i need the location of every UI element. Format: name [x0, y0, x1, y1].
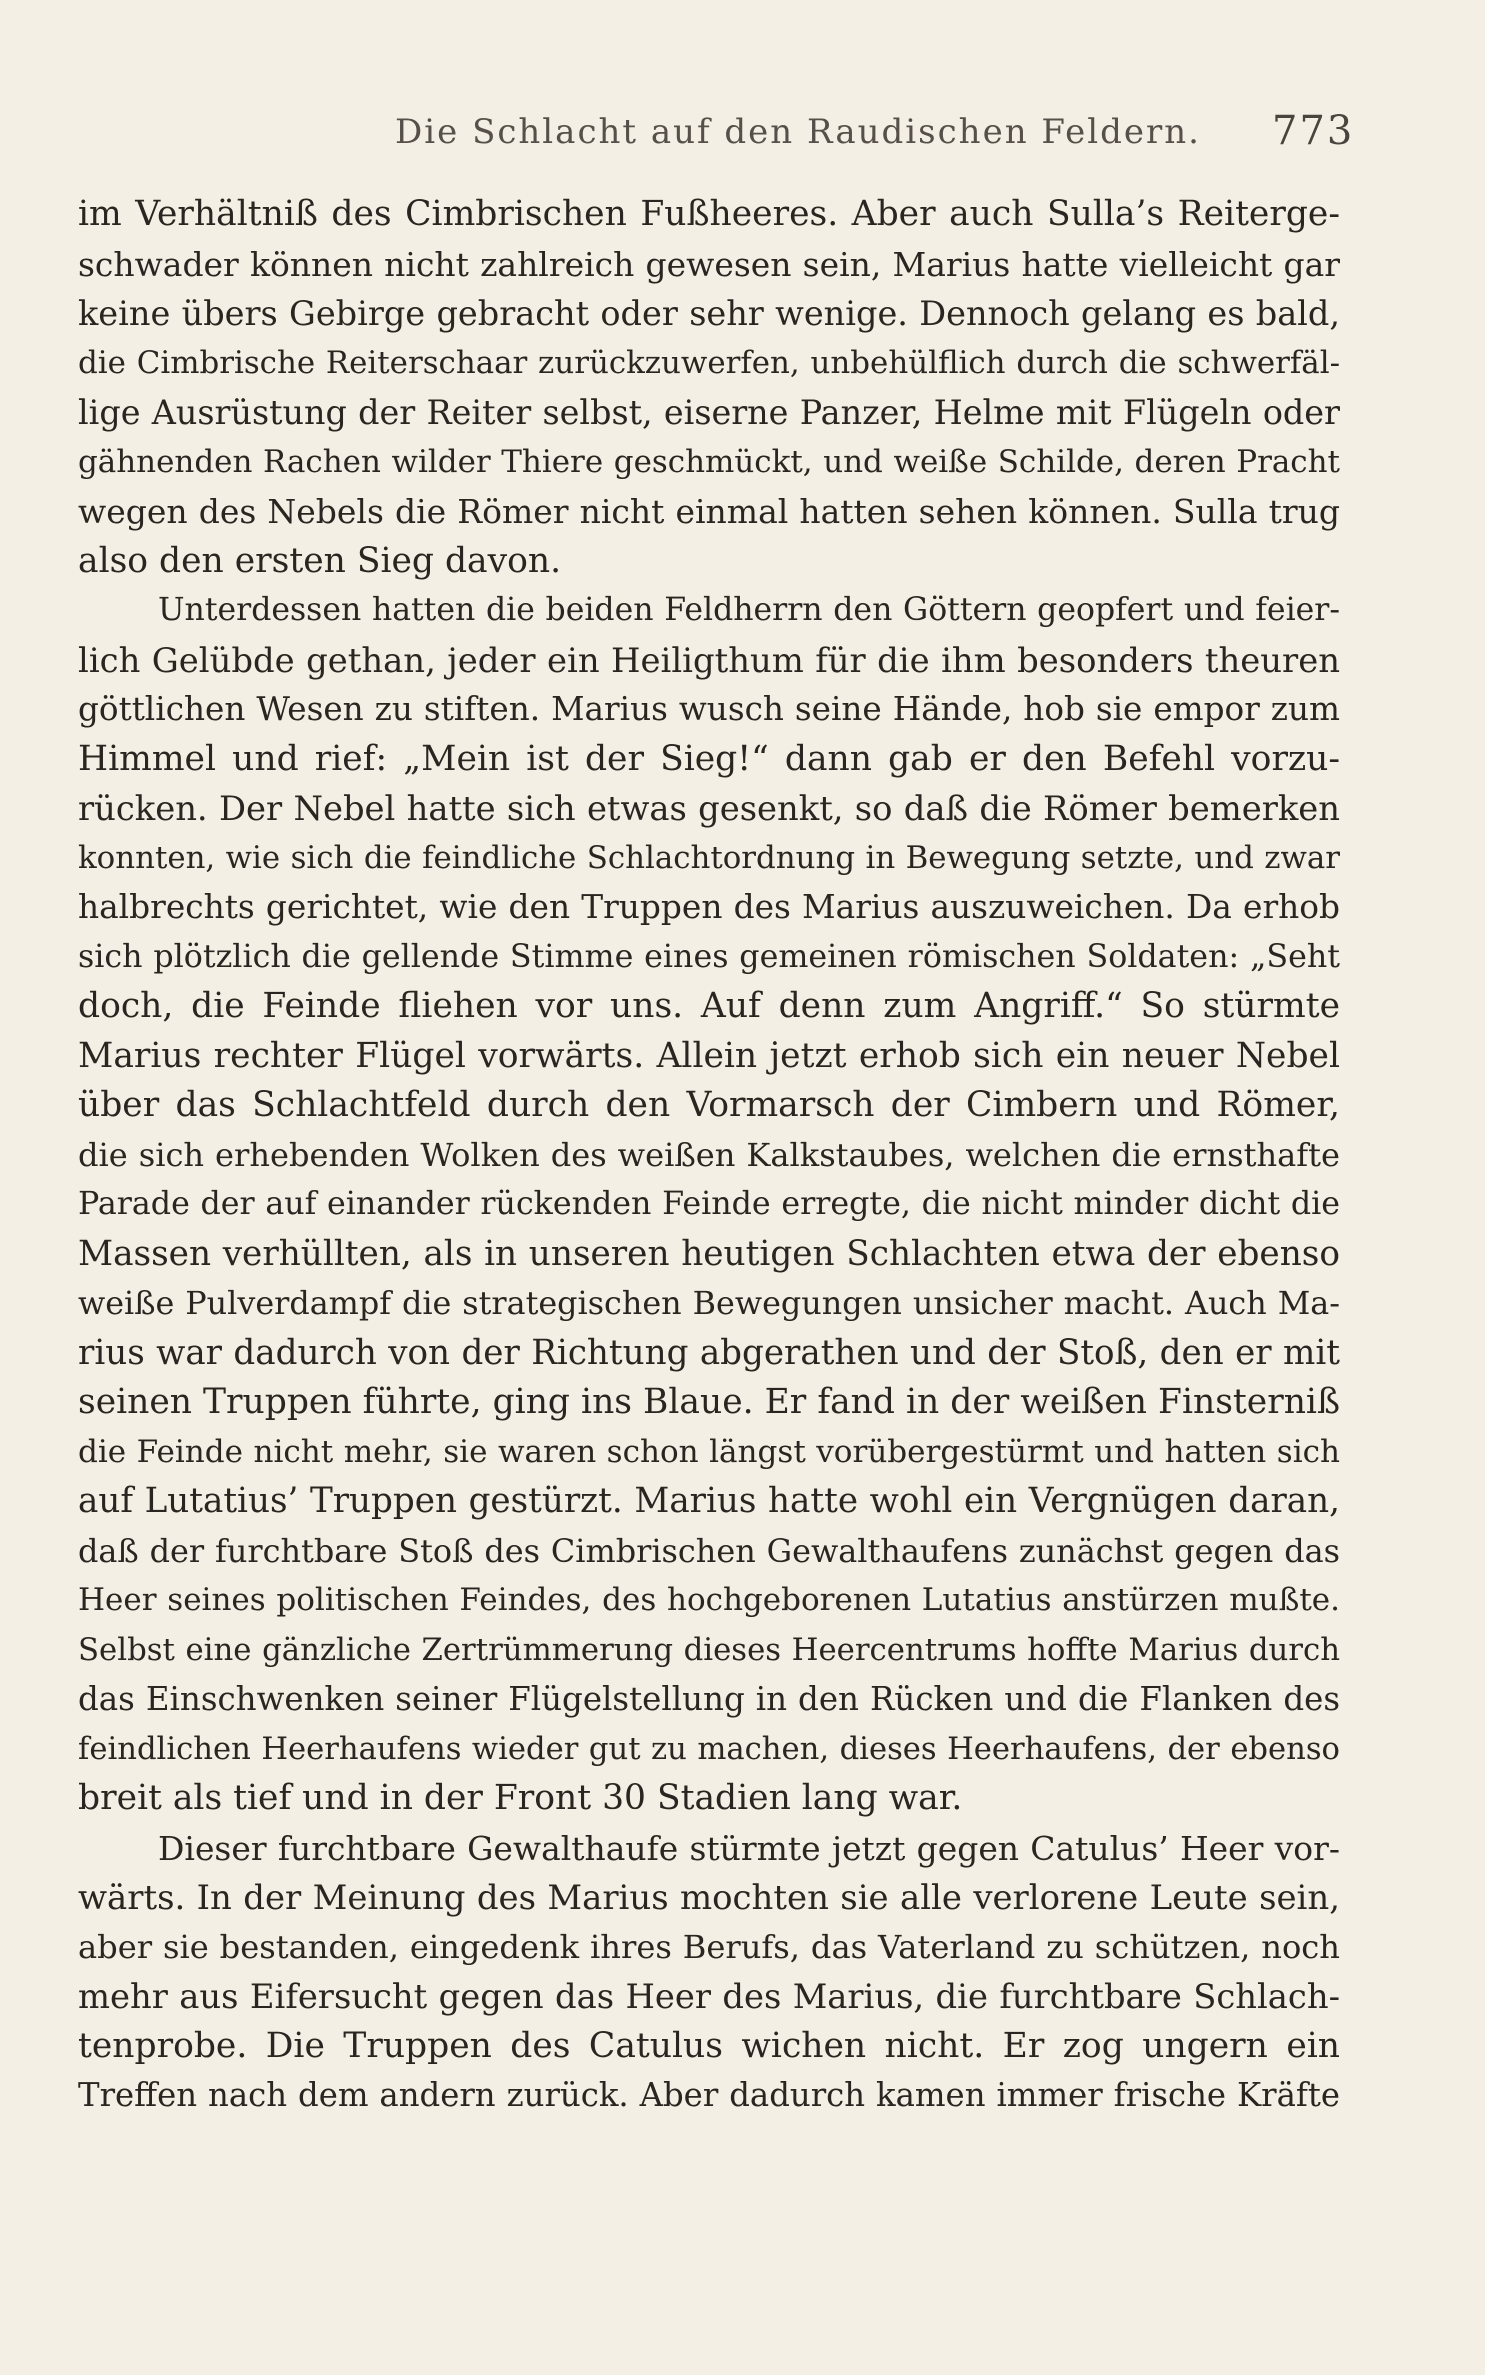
text-line: gähnenden Rachen wilder Thiere geschmückt, und weiße Schilde, deren Pracht [78, 443, 1340, 480]
text-line: mehr aus Eifersucht gegen das Heer des Marius, die furchtbare Schlach- [78, 1977, 1340, 2016]
text-line: konnten, wie sich die feindliche Schlachtordnung in Bewegung setzte, und zwar [78, 839, 1340, 876]
text-line: lich Gelübde gethan, jeder ein Heiligthum für die ihm besonders theuren [78, 640, 1340, 680]
text-line: lige Ausrüstung der Reiter selbst, eiserne Panzer, Helme mit Flügeln oder [78, 393, 1340, 432]
text-line: das Einschwenken seiner Flügelstellung in den Rücken und die Flanken des [78, 1680, 1340, 1718]
text-line: rücken. Der Nebel hatte sich etwas gesenkt, so daß die Römer bemerken [78, 789, 1340, 828]
paragraph-start-line: Dieser furchtbare Gewalthaufe stürmte jetzt gegen Catulus’ Heer vor- [158, 1828, 1340, 1868]
text-line: daß der furchtbare Stoß des Cimbrischen Gewalthaufens zunächst gegen das [78, 1531, 1340, 1570]
body-text [78, 190, 1340, 2121]
text-line: Massen verhüllten, als in unseren heutigen Schlachten etwa der ebenso [78, 1233, 1340, 1274]
running-head: Die Schlacht auf den Raudischen Feldern. [395, 112, 1201, 152]
text-line: schwader können nicht zahlreich gewesen sein, Marius hatte vielleicht gar [78, 244, 1340, 284]
text-line: Selbst eine gänzliche Zertrümmerung dieses Heercentrums hoffte Marius durch [78, 1631, 1340, 1668]
text-line: weiße Pulverdampf die strategischen Bewegungen unsicher macht. Auch Ma- [78, 1284, 1340, 1322]
text-line: sich plötzlich die gellende Stimme eines gemeinen römischen Soldaten: „Seht [78, 938, 1340, 975]
text-line: Marius rechter Flügel vorwärts. Allein jetzt erhob sich ein neuer Nebel [78, 1035, 1340, 1076]
text-line: Heer seines politischen Feindes, des hochgeborenen Lutatius anstürzen mußte. [78, 1582, 1340, 1618]
text-line: über das Schlachtfeld durch den Vormarsch der Cimbern und Römer, [78, 1085, 1340, 1125]
text-line: aber sie bestanden, eingedenk ihres Berufs, das Vaterland zu schützen, noch [78, 1927, 1340, 1966]
paragraph-start-line: Unterdessen hatten die beiden Feldherrn den Göttern geopfert und feier- [158, 592, 1340, 628]
text-line: seinen Truppen führte, ging ins Blaue. Er fand in der weißen Finsterniß [78, 1382, 1340, 1422]
text-line: feindlichen Heerhaufens wieder gut zu machen, dieses Heerhaufens, der ebenso [78, 1731, 1340, 1767]
text-line: die Cimbrische Reiterschaar zurückzuwerfen, unbehülflich durch die schwerfäl- [78, 344, 1340, 381]
text-line: die sich erhebenden Wolken des weißen Kalkstaubes, welchen die ernsthafte [78, 1135, 1340, 1174]
text-line: keine übers Gebirge gebracht oder sehr wenige. Dennoch gelang es bald, [78, 294, 1340, 333]
text-line: göttlichen Wesen zu stiften. Marius wusch seine Hände, hob sie empor zum [78, 690, 1340, 728]
paragraph-end-line: also den ersten Sieg davon. [78, 540, 562, 581]
text-line: rius war dadurch von der Richtung abgerathen und der Stoß, den er mit [78, 1332, 1340, 1373]
text-line: doch, die Feinde fliehen vor uns. Auf denn zum Angriff.“ So stürmte [78, 986, 1340, 1026]
text-line: Treffen nach dem andern zurück. Aber dadurch kamen immer frische Kräfte [78, 2076, 1340, 2114]
text-line: im Verhältniß des Cimbrischen Fußheeres. Aber auch Sulla’s Reiterge- [78, 194, 1340, 234]
text-line: Parade der auf einander rückenden Feinde erregte, die nicht minder dicht die [78, 1186, 1340, 1222]
page-number: 773 [1272, 108, 1355, 154]
text-line: auf Lutatius’ Truppen gestürzt. Marius hatte wohl ein Vergnügen daran, [78, 1481, 1340, 1521]
text-line: wegen des Nebels die Römer nicht einmal hatten sehen können. Sulla trug [78, 492, 1340, 531]
text-line: Himmel und rief: „Mein ist der Sieg!“ dann gab er den Befehl vorzu- [78, 738, 1340, 779]
text-line: tenprobe. Die Truppen des Catulus wichen nicht. Er zog ungern ein [78, 2025, 1340, 2066]
text-line: halbrechts gerichtet, wie den Truppen des Marius auszuweichen. Da erhob [78, 888, 1340, 926]
text-line: die Feinde nicht mehr, sie waren schon längst vorübergestürmt und hatten sich [78, 1433, 1340, 1470]
paragraph-end-line: breit als tief und in der Front 30 Stadien lang war. [78, 1778, 963, 1818]
text-line: wärts. In der Meinung des Marius mochten sie alle verlorene Leute sein, [78, 1878, 1340, 1917]
